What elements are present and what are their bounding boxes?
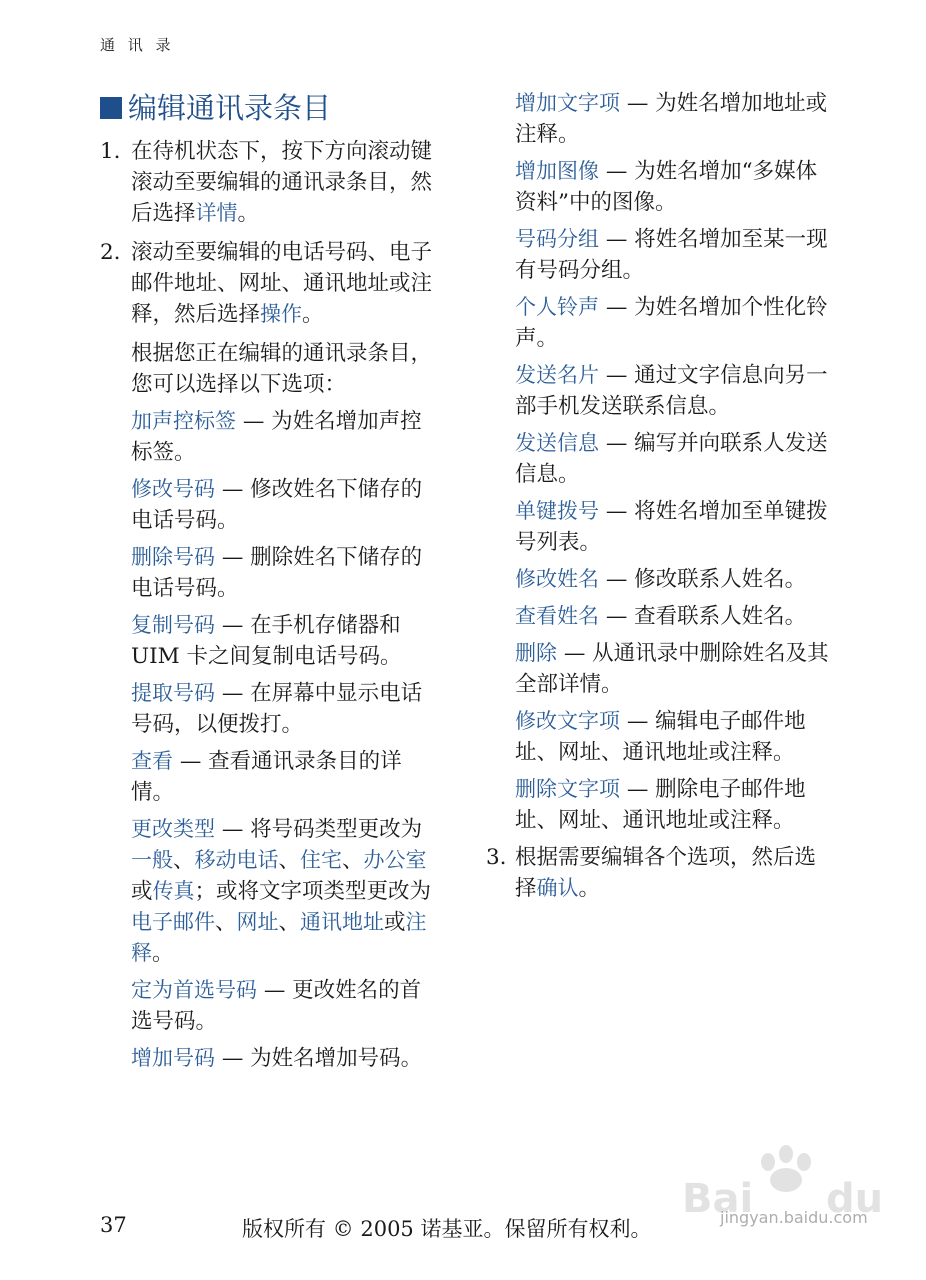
option-desc: — 修改姓名下储存的电话号码。 xyxy=(131,477,423,533)
square-bullet-icon xyxy=(100,97,122,119)
type-mobile: 移动电话 xyxy=(194,848,279,872)
option-name: 增加号码 xyxy=(131,1046,215,1070)
option-item xyxy=(100,746,440,808)
separator: 、 xyxy=(278,910,301,935)
option-name: 查看 xyxy=(131,749,173,773)
option-desc: — 为姓名增加号码。 xyxy=(215,1046,423,1071)
option-item xyxy=(486,706,831,768)
option-name: 复制号码 xyxy=(131,613,215,637)
separator: 、 xyxy=(173,848,195,873)
type-home: 住宅 xyxy=(300,848,343,872)
separator: 或 xyxy=(131,879,153,904)
option-name: 单键拨号 xyxy=(515,499,599,523)
option-name: 加声控标签 xyxy=(131,409,236,433)
type-office: 办公室 xyxy=(363,848,427,872)
option-desc: — 从通讯录中删除姓名及其全部详情。 xyxy=(515,641,829,697)
type-general: 一般 xyxy=(131,848,173,872)
option-item xyxy=(486,428,831,490)
option-desc: — 编写并向联系人发送信息。 xyxy=(515,431,828,487)
separator: 。 xyxy=(152,941,174,966)
separator: 、 xyxy=(278,848,301,873)
option-desc: — 将姓名增加至某一现有号码分组。 xyxy=(515,227,828,283)
option-item xyxy=(100,474,440,536)
option-item xyxy=(100,1043,440,1074)
option-item xyxy=(486,638,831,700)
option-desc: — 编辑电子邮件地址、网址、通讯地址或注释。 xyxy=(515,709,806,765)
option-item xyxy=(100,610,440,672)
type-web: 网址 xyxy=(236,910,279,934)
step-text: 滚动至要编辑的电话号码、电子邮件地址、网址、通讯地址或注释，然后选择 xyxy=(131,240,433,327)
option-item xyxy=(486,88,831,150)
option-item xyxy=(100,542,440,604)
step-1 xyxy=(100,136,440,229)
step-number: 1. xyxy=(100,139,121,164)
step-suffix: 。 xyxy=(302,302,324,327)
copyright-notice: 版权所有 © 2005 诺基亚。保留所有权利。 xyxy=(242,1217,652,1241)
option-desc: — 为姓名增加声控标签。 xyxy=(131,409,422,465)
svg-text:du: du xyxy=(826,1176,884,1222)
option-desc: — 更改姓名的首选号码。 xyxy=(131,978,422,1034)
step-number: 2. xyxy=(100,240,121,265)
option-desc: — 为姓名增加个性化铃声。 xyxy=(515,295,828,351)
option-name: 修改姓名 xyxy=(515,567,599,591)
watermark-url: jingyan.baidu.com xyxy=(720,1208,868,1227)
option-desc: — 删除姓名下储存的电话号码。 xyxy=(131,545,423,601)
option-item xyxy=(486,774,831,836)
right-column xyxy=(486,88,831,912)
option-name: 增加图像 xyxy=(515,159,599,183)
option-desc: — 删除电子邮件地址、网址、通讯地址或注释。 xyxy=(515,777,806,833)
option-item xyxy=(100,975,440,1037)
step-text: 在待机状态下，按下方向滚动键滚动至要编辑的通讯录条目，然后选择 xyxy=(131,139,433,226)
option-item xyxy=(486,360,831,422)
option-name: 查看姓名 xyxy=(515,604,599,628)
option-item-change-type xyxy=(100,814,440,969)
option-name: 删除文字项 xyxy=(515,777,620,801)
type-fax: 传真 xyxy=(152,879,195,903)
step-suffix: 。 xyxy=(578,876,601,901)
separator: 或 xyxy=(384,910,406,935)
option-item xyxy=(486,601,831,632)
step-number: 3. xyxy=(486,845,507,870)
section-title-text: 编辑通讯录条目 xyxy=(128,91,332,125)
option-item xyxy=(486,564,831,595)
type-note: 注释 xyxy=(131,910,427,965)
option-name: 发送名片 xyxy=(515,363,599,387)
page-number: 37 xyxy=(100,1213,127,1237)
option-item xyxy=(486,224,831,286)
option-item xyxy=(486,156,831,218)
separator: 、 xyxy=(342,848,364,873)
option-desc: — 为姓名增加“多媒体资料”中的图像。 xyxy=(515,159,818,215)
option-name: 发送信息 xyxy=(515,431,599,455)
option-name: 修改文字项 xyxy=(515,709,620,733)
option-item xyxy=(100,406,440,468)
step-text: 根据需要编辑各个选项，然后选择 xyxy=(515,845,817,901)
section-title xyxy=(100,88,440,128)
option-name: 个人铃声 xyxy=(515,295,599,319)
options-intro: 根据您正在编辑的通讯录条目，您可以选择以下选项： xyxy=(131,341,433,397)
option-desc: — 通过文字信息向另一部手机发送联系信息。 xyxy=(515,363,828,419)
option-desc: — 在屏幕中显示电话号码，以便拨打。 xyxy=(131,681,423,737)
step-suffix: 。 xyxy=(237,201,260,226)
option-desc: — 为姓名增加地址或注释。 xyxy=(515,91,828,147)
step-keyword: 确认 xyxy=(536,876,579,900)
option-desc: — 修改联系人姓名。 xyxy=(599,567,807,592)
separator: ；或将文字项类型更改为 xyxy=(194,879,432,904)
left-column xyxy=(100,88,440,1080)
option-desc: — 查看通讯录条目的详情。 xyxy=(131,749,402,805)
option-item xyxy=(486,496,831,558)
option-name: 更改类型 xyxy=(131,817,215,841)
option-name: 修改号码 xyxy=(131,477,215,501)
option-desc: — 将姓名增加至单键拨号列表。 xyxy=(515,499,828,555)
option-desc: — 在手机存储器和 UIM 卡之间复制电话号码。 xyxy=(131,613,402,669)
option-name: 增加文字项 xyxy=(515,91,620,115)
step-keyword: 操作 xyxy=(260,302,303,326)
baidu-watermark-logo xyxy=(676,1140,916,1250)
step-keyword: 详情 xyxy=(195,201,238,225)
option-name: 定为首选号码 xyxy=(131,978,257,1002)
separator: 、 xyxy=(215,910,237,935)
option-desc: — 查看联系人姓名。 xyxy=(599,604,807,629)
option-name: 删除 xyxy=(515,641,557,665)
option-name: 提取号码 xyxy=(131,681,215,705)
step-2 xyxy=(100,237,440,330)
option-desc: — 将号码类型更改为 xyxy=(215,817,423,842)
option-item xyxy=(100,678,440,740)
type-address: 通讯地址 xyxy=(300,910,385,934)
type-email: 电子邮件 xyxy=(131,910,215,934)
option-item xyxy=(486,292,831,354)
option-name: 号码分组 xyxy=(515,227,599,251)
svg-text:Bai: Bai xyxy=(682,1176,754,1222)
running-head: 通 讯 录 xyxy=(100,36,175,54)
step-3 xyxy=(486,842,831,904)
option-name: 删除号码 xyxy=(131,545,215,569)
